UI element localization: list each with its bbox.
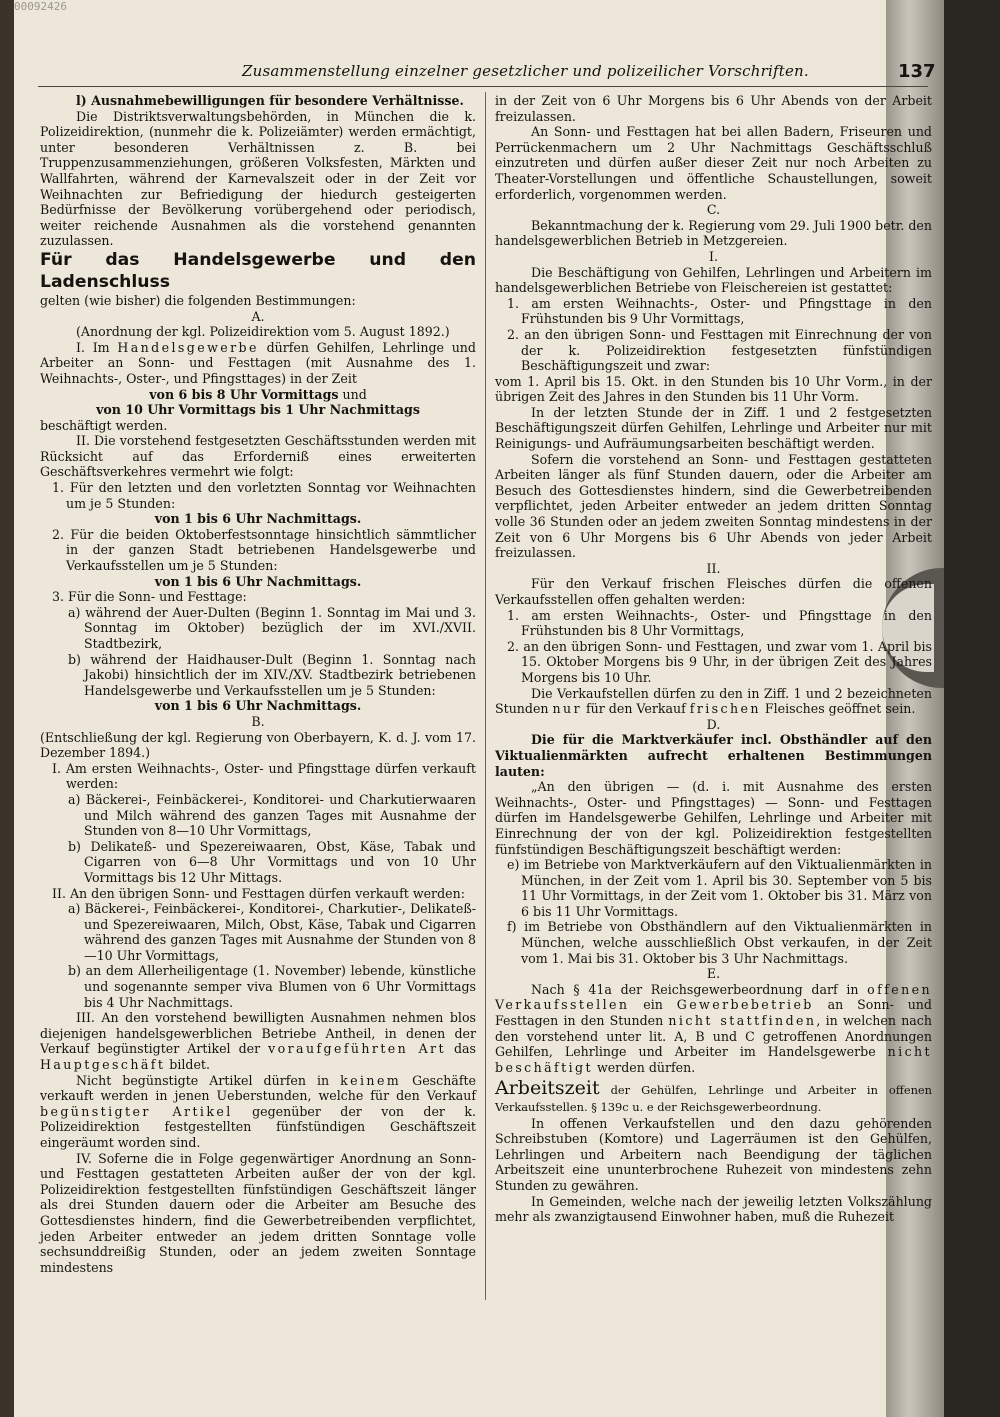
section-c-ii-intro: Für den Verkauf frischen Fleisches dürfen die offenen Verkaufsstellen offen gehalten werden:: [495, 576, 932, 607]
section-a-ii-3a: a) während der Auer-Dulten (Beginn 1. Sonntag im Mai und 3. Sonntag im Oktober) bezüglich der im XVI./XVII. Stadtbezirk,: [68, 604, 476, 651]
section-b-iii-p2: Nicht begünstigte Artikel dürfen in keinem Geschäfte verkauft werden in jenen Ueberstunden, welche für den Verkauf begünstigter Artikel gegenüber der von der k. Polizeidirektion festgestellten fünfstündigen Geschäftszeit eingeräumt worden sind.: [40, 1072, 476, 1150]
running-title: Zusammenstellung einzelner gesetzlicher und polizeilicher Vorschriften.: [242, 62, 809, 80]
section-b-ii-b: b) an dem Allerheiligentage (1. November) lebende, künstliche und sogenannte semper viva Blumen von 6 Uhr Vormittags bis 4 Uhr Nachmittags.: [68, 963, 476, 1010]
column-divider: [485, 92, 486, 1300]
section-c-i-number: I.: [709, 248, 718, 264]
page-number: 137: [898, 61, 936, 82]
section-c-i-intro: Die Beschäftigung von Gehilfen, Lehrlingen und Arbeitern im handelsgewerblichen Betriebe von Fleischereien ist gestattet:: [495, 264, 932, 296]
right-column: [495, 93, 932, 1225]
arbeitszeit-heading: Arbeitszeit der Gehülfen, Lehrlinge und Arbeiter in offenen Verkaufsstellen. § 139c u. e der Reichsgewerbeordnung.: [495, 1077, 932, 1114]
section-a-ii-1-time: von 1 bis 6 Uhr Nachmittags.: [154, 511, 362, 527]
section-l-heading: l) Ausnahmebewilligungen für besondere Verhältnisse.: [76, 93, 464, 108]
section-c-letter: C.: [706, 202, 721, 218]
section-a-ii-2-time: von 1 bis 6 Uhr Nachmittags.: [154, 573, 362, 589]
section-b-source: (Entschließung der kgl. Regierung von Oberbayern, K. d. J. vom 17. Dezember 1894.): [40, 729, 476, 761]
section-c-ii-1: 1. am ersten Weihnachts-, Oster- und Pfingsttage in den Frühstunden bis 8 Uhr Vormittags,: [507, 607, 932, 639]
section-e-text: Nach § 41a der Reichsgewerbeordnung darf in offenen Verkaufsstellen ein Gewerbebetrieb an Sonn- und Festtagen in den Stunden nicht stattfinden, in welchen nach den vorstehend unter lit. A, B und C getroffenen Anordnungen Gehilfen, Lehrlinge und Arbeiter im Handelsgewerbe nicht beschäftigt werden dürfen.: [495, 981, 932, 1075]
section-l-text: Die Distriktsverwaltungsbehörden, in München die k. Polizeidirektion, (nunmehr die k. Polizeiämter) werden ermächtigt, unter besonderen Verhältnissen z. B. bei Truppenzusammenziehungen, größeren Volksfesten, Märkten und Wallfahrten, während der Karnevalszeit oder in der Zeit vor Weihnachten zur Befriedigung der hiedurch gesteigerten Bedürfnisse der Bevölkerung vorübergehend oder periodisch, weiter reichende Ausnahmen als die vorstehend genannten zuzulassen.: [40, 108, 476, 249]
section-d-letter: D.: [706, 716, 721, 732]
section-c-title: Bekanntmachung der k. Regierung vom 29. Juli 1900 betr. den handelsgewerblichen Betrieb in Metzgereien.: [495, 217, 932, 249]
section-c-ii-number: II.: [706, 560, 721, 576]
section-c-i-1: 1. am ersten Weihnachts-, Oster- und Pfingsttage in den Frühstunden bis 9 Uhr Vormittags,: [507, 295, 932, 327]
section-c-i-p3: Sofern die vorstehend an Sonn- und Festtagen gestatteten Arbeiten länger als fünf Stunden dauern, oder die Arbeiter am Besuch des Gottesdienstes hindern, sind die Gewerbetreibenden verpflichtet, jeden Arbeiter entweder an jedem dritten Sonntag volle 36 Stunden oder an jedem zweiten Sonntag mindestens in der Zeit von 6 Uhr Morgens bis 6 Uhr Abends von jeder Arbeit freizulassen.: [495, 451, 932, 561]
section-c-ii-p2: Die Verkaufstellen dürfen zu den in Ziff. 1 und 2 bezeichneten Stunden nur für den Verkauf frischen Fleisches geöffnet sein.: [495, 685, 932, 717]
arbeitszeit-p2: In Gemeinden, welche nach der jeweilig letzten Volkszählung mehr als zwanzigtausend Einwohner haben, muß die Ruhezeit: [495, 1193, 932, 1225]
section-b-i-b: b) Delikateß- und Spezereiwaaren, Obst, Käse, Tabak und Cigarren von 6—8 Uhr Vormittags und von 10 Uhr Vormittags bis 12 Uhr Mittags.: [68, 838, 476, 885]
section-a-source: (Anordnung der kgl. Polizeidirektion vom 5. August 1892.): [76, 324, 450, 340]
section-d-intro: Die für die Marktverkäufer incl. Obsthändler auf den Viktualienmärkten aufrecht erhaltenen Bestimmungen lauten:: [495, 732, 932, 779]
section-b-i: I. Am ersten Weihnachts-, Oster- und Pfingsttage dürfen verkauft werden:: [52, 760, 476, 792]
section-a-letter: A.: [251, 308, 265, 324]
section-c-i-p2: In der letzten Stunde der in Ziff. 1 und 2 festgesetzten Beschäftigungszeit dürfen Gehilfen, Lehrlinge und Arbeiter nur mit Reinigungs- und Aufräumungsarbeiten beschäftigt werden.: [495, 404, 932, 452]
section-c-i-2: 2. an den übrigen Sonn- und Festtagen mit Einrechnung der von der k. Polizeidirektion festgesetzten fünfstündigen Beschäftigungszeit und zwar:: [507, 326, 932, 374]
arbeitszeit-p1: In offenen Verkaufstellen und den dazu gehörenden Schreibstuben (Komtore) und Lagerräumen ist den Gehülfen, Lehrlingen und Arbeitern nach Beendigung der täglichen Arbeitszeit eine ununterbrochene Ruhezeit von mindestens zehn Stunden zu gewähren.: [495, 1115, 932, 1193]
section-d-quote: „An den übrigen — (d. i. mit Ausnahme des ersten Weihnachts-, Oster- und Pfingsttages) — Sonn- und Festtagen dürfen im Handelsgewerbe Gehilfen, Lehrlinge und Arbeiter mit Einrechnung der von der kgl. Polizeidirektion festgestellten fünfstündigen Beschäftigungszeit beschäftigt werden:: [495, 779, 932, 857]
section-e-letter: E.: [706, 966, 721, 982]
section-a-ii-3-time: von 1 bis 6 Uhr Nachmittags.: [154, 698, 362, 714]
header-rule: [38, 86, 928, 87]
section-c-i-2a: vom 1. April bis 15. Okt. in den Stunden bis 10 Uhr Vorm., in der übrigen Zeit des Jahres in den Stunden bis 11 Uhr Vorm.: [495, 373, 932, 405]
section-a-ii-2: 2. Für die beiden Oktoberfestsonntage hinsichtlich sämmtlicher in der ganzen Stadt betriebenen Handelsgewerbe und Verkaufsstellen um je 5 Stunden:: [52, 526, 476, 574]
section-a-ii-3b: b) während der Haidhauser-Dult (Beginn 1. Sonntag nach Jakobi) hinsichtlich der im XIV./XV. Stadtbezirk betriebenen Handelsgewerbe und Verkaufsstellen um je 5 Stunden:: [68, 651, 476, 698]
section-b-i-a: a) Bäckerei-, Feinbäckerei-, Konditorei- und Charkutierwaaren und Milch während des ganzen Tages mit Ausnahme der Stunden von 8—10 Uhr Vormittags,: [68, 791, 476, 839]
section-c-ii-2: 2. an den übrigen Sonn- und Festtagen, und zwar vom 1. April bis 15. Oktober Morgens bis 9 Uhr, in der übrigen Zeit des Jahres Morgens bis 10 Uhr.: [507, 638, 932, 685]
section-a-ii: II. Die vorstehend festgesetzten Geschäftsstunden werden mit Rücksicht auf das Erforderniß eines erweiterten Geschäftsverkehres vermehrt wie folgt:: [40, 433, 476, 480]
section-b-ii: II. An den übrigen Sonn- und Festtagen dürfen verkauft werden:: [52, 885, 465, 901]
section-a-ii-3: 3. Für die Sonn- und Festtage:: [52, 589, 247, 605]
time-range-1: von 6 bis 8 Uhr Vormittags und: [149, 386, 367, 402]
barber-paragraph: An Sonn- und Festtagen hat bei allen Badern, Friseuren und Perrückenmachern um 2 Uhr Nachmittags Geschäftsschluß einzutreten und dürfen außer dieser Zeit nur noch Arbeiten zu Theater-Vorstellungen und öffentliche Schaustellungen, soweit erforderlich, vorgenommen werden.: [495, 124, 932, 202]
section-b-letter: B.: [251, 713, 265, 729]
time-range-2: von 10 Uhr Vormittags bis 1 Uhr Nachmittags: [96, 402, 420, 418]
binding-edge: [0, 0, 14, 1417]
main-heading-sub: gelten (wie bisher) die folgenden Bestimmungen:: [40, 292, 356, 308]
scan-id: 00092426: [14, 0, 67, 13]
left-column: [40, 93, 476, 1275]
continuation-text: in der Zeit von 6 Uhr Morgens bis 6 Uhr Abends von der Arbeit freizulassen.: [495, 93, 932, 124]
section-b-iii: III. An den vorstehend bewilligten Ausnahmen nehmen blos diejenigen handelsgewerblichen Betriebe Antheil, in denen der Verkauf begünstigter Artikel der voraufgeführten Art das Hauptgeschäft bildet.: [40, 1010, 476, 1073]
main-heading: Für das Handelsgewerbe und den Ladenschluss: [40, 249, 476, 292]
section-b-iv: IV. Soferne die in Folge gegenwärtiger Anordnung an Sonn- und Festtagen gestatteten Arbeiten außer der von der kgl. Polizeidirektion festgestellten fünfstündigen Geschäftszeit länger als drei Stunden dauern oder die Arbeiter am Besuche des Gottesdienstes hindern, find die Gewerbetreibenden verpflichtet, jeden Arbeiter entweder an jedem dritten Sonntage volle sechsunddreißig Stunden, oder an jedem zweiten Sonntage mindestens: [40, 1150, 476, 1275]
section-d-f: f) im Betriebe von Obsthändlern auf den Viktualienmärkten in München, welche ausschließlich Obst verkaufen, in der Zeit vom 1. Mai bis 31. Oktober bis 3 Uhr Nachmittags.: [507, 919, 932, 966]
section-a-i: I. Im Handelsgewerbe dürfen Gehilfen, Lehrlinge und Arbeiter an Sonn- und Festtagen (mit Ausnahme des 1. Weihnachts-, Oster-, und Pfingsttages) in der Zeit: [40, 339, 476, 386]
section-b-ii-a: a) Bäckerei-, Feinbäckerei-, Konditorei-, Charkutier-, Delikateß- und Spezereiwaaren, Milch, Obst, Käse, Tabak und Cigarren während des ganzen Tages mit Ausnahme der Stunden von 8—10 Uhr Vormittags,: [68, 901, 476, 963]
section-a-ii-1: 1. Für den letzten und den vorletzten Sonntag vor Weihnachten um je 5 Stunden:: [52, 480, 476, 511]
book-page: [14, 0, 944, 1417]
section-a-i-end: beschäftigt werden.: [40, 417, 168, 433]
section-d-e: e) im Betriebe von Marktverkäufern auf den Viktualienmärkten in München, in der Zeit vom 1. April bis 30. September von 5 bis 11 Uhr Vormittags, in der Zeit vom 1. Oktober bis 31. März von 6 bis 11 Uhr Vormittags.: [507, 857, 932, 919]
